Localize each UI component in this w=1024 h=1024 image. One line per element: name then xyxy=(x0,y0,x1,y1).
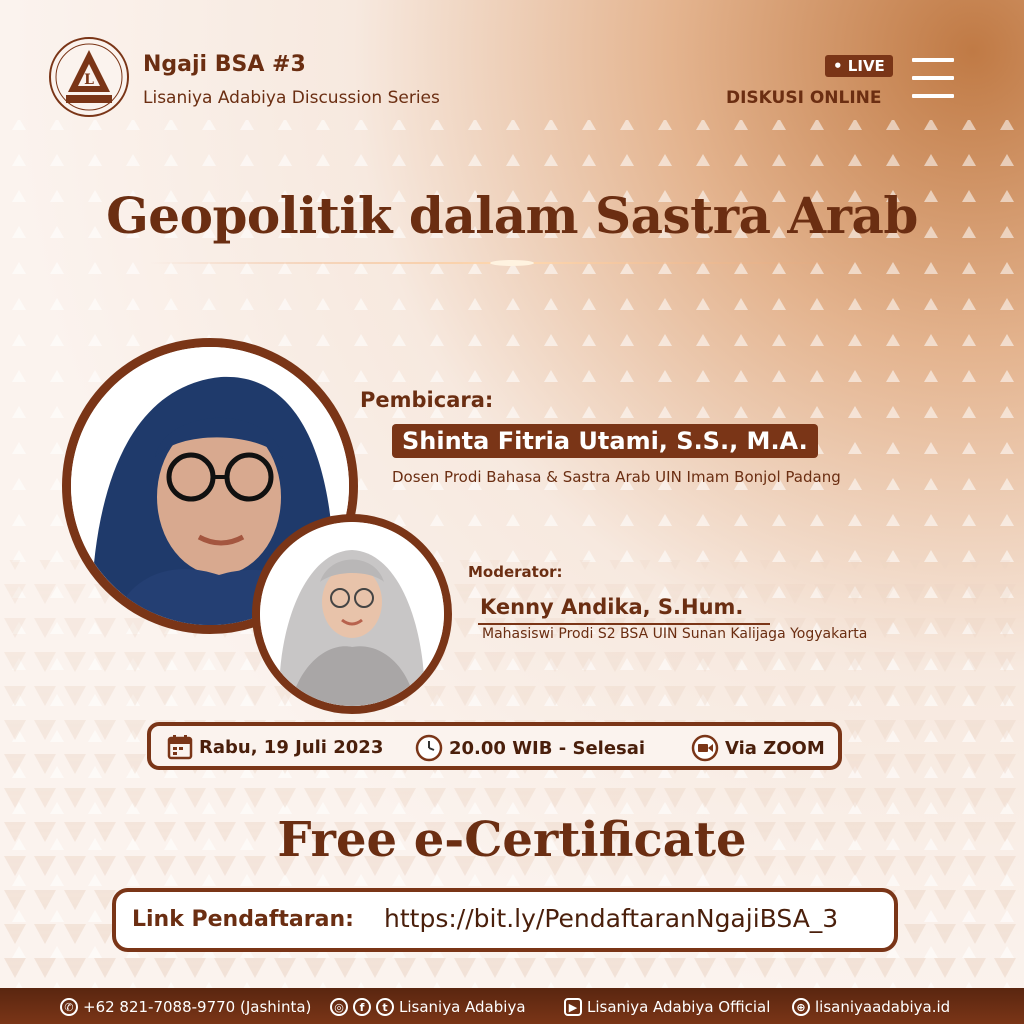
footer-bar xyxy=(0,988,1024,1024)
live-badge: • LIVE xyxy=(825,55,893,77)
whatsapp-icon: ✆ xyxy=(60,998,78,1016)
speaker-role: Dosen Prodi Bahasa & Sastra Arab UIN Imam Bonjol Padang xyxy=(392,468,841,486)
moderator-label: Moderator: xyxy=(468,563,563,581)
event-time xyxy=(415,734,645,762)
registration-label: Link Pendaftaran: xyxy=(132,907,354,932)
event-platform-text: Via ZOOM xyxy=(725,737,825,759)
lisaniya-adabiya-logo xyxy=(48,36,130,118)
certificate-title: Free e-Certificate xyxy=(277,812,747,868)
brand-subtitle: Lisaniya Adabiya Discussion Series xyxy=(143,88,440,108)
globe-icon: ⊕ xyxy=(792,998,810,1016)
registration-link[interactable]: https://bit.ly/PendaftaranNgajiBSA_3 xyxy=(384,904,839,933)
twitter-icon: t xyxy=(376,998,394,1016)
event-platform xyxy=(691,734,825,762)
moderator-photo xyxy=(252,514,452,714)
svg-text:L: L xyxy=(84,72,94,88)
footer-whatsapp xyxy=(60,998,311,1016)
moderator-name: Kenny Andika, S.Hum. xyxy=(480,595,744,619)
event-title: Geopolitik dalam Sastra Arab xyxy=(106,186,918,245)
event-date-text: Rabu, 19 Juli 2023 xyxy=(199,736,384,758)
footer-website-text: lisaniyaadabiya.id xyxy=(815,998,951,1016)
speaker-label: Pembicara: xyxy=(360,388,494,412)
menu-icon xyxy=(912,58,954,102)
footer-whatsapp-text: +62 821-7088-9770 (Jashinta) xyxy=(83,998,312,1016)
registration-box xyxy=(112,888,898,952)
footer-social-text: Lisaniya Adabiya xyxy=(399,998,526,1016)
moderator-underline xyxy=(478,623,770,625)
moderator-role: Mahasiswi Prodi S2 BSA UIN Sunan Kalijaga Yogyakarta xyxy=(482,626,868,642)
video-camera-icon xyxy=(691,734,719,762)
footer-social xyxy=(330,998,526,1016)
footer-website xyxy=(792,998,950,1016)
footer-youtube xyxy=(564,998,770,1016)
event-info-box xyxy=(147,722,842,770)
title-divider-glow xyxy=(150,260,874,266)
calendar-icon xyxy=(167,734,193,760)
speaker-name: Shinta Fitria Utami, S.S., M.A. xyxy=(392,424,818,458)
event-time-text: 20.00 WIB - Selesai xyxy=(449,737,646,759)
youtube-icon: ▶ xyxy=(564,998,582,1016)
event-date xyxy=(167,734,383,760)
clock-icon xyxy=(415,734,443,762)
brand-title: Ngaji BSA #3 xyxy=(143,52,306,77)
facebook-icon: f xyxy=(353,998,371,1016)
format-label: DISKUSI ONLINE xyxy=(726,88,882,108)
footer-youtube-text: Lisaniya Adabiya Official xyxy=(587,998,771,1016)
instagram-icon: ◎ xyxy=(330,998,348,1016)
